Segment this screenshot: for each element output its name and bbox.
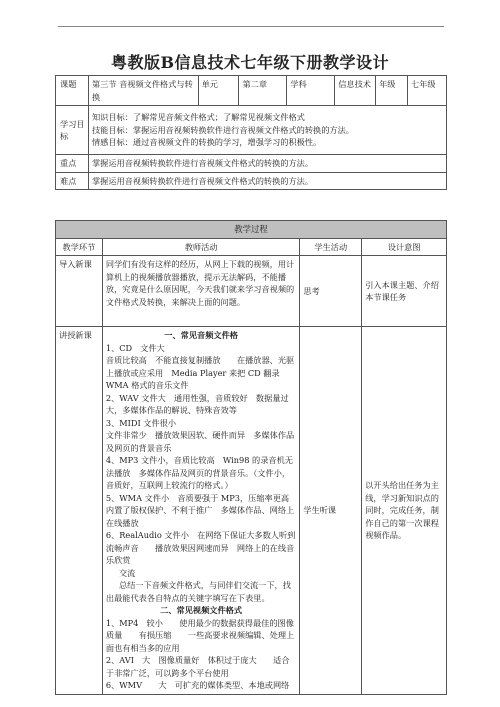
key-label: 重点 (56, 155, 89, 173)
audio-line: 1、CD 文件大 (105, 342, 165, 353)
intro-intent: 引入本课主题、介绍本节课任务 (362, 256, 447, 327)
process-header: 教学过程 (56, 221, 447, 239)
audio-line: 音质比较高 不能直接复制播放 在播放器、光驱上播放或应采用 Media Player 来把 CD 翻录 WMA 格式的音乐文件 (105, 355, 295, 390)
lecture-row (56, 327, 447, 695)
goal-content (88, 106, 446, 155)
video-section-title: 二、常见视频文件格式 (160, 605, 243, 615)
goal-emotion: 情感目标：通过音视频文件的转换的学习，增强学习的积极性。 (91, 137, 322, 148)
col-stage: 教学环节 (56, 238, 103, 256)
lecture-intent: 以开头给出任务为主线，学习新知识点的同时，完成任务，制作自己的第一次课程视频作品。 (362, 327, 447, 695)
goal-knowledge: 知识目标：了解常见音频文件格式；了解常见视频文件格式 (91, 112, 305, 123)
lecture-student: 学生听课 (300, 327, 362, 695)
course-info-table (55, 75, 447, 190)
difficulty-value: 掌握运用音视频转换软件进行音视频文件格式的转换的方法。 (88, 172, 446, 190)
goal-row (56, 106, 447, 155)
video-line: 6、WMV 大 可扩充的媒体类型、本地或网络 (105, 680, 290, 690)
grade-label: 年级 (376, 76, 408, 106)
unit-label: 单元 (198, 76, 239, 106)
goal-skill: 技能目标：掌握运用音视频转换软件进行音视频文件格式的转换的方法。 (91, 124, 354, 135)
audio-line: 6、RealAudio 文件小 在网络下保证大多数人听到流畅声音 播放效果因网速而异 网络上的在线音乐欣赏 (105, 530, 296, 565)
exchange-label: 交流 (118, 567, 136, 578)
course-row (56, 76, 447, 106)
intro-row (56, 256, 447, 327)
column-header-row (56, 238, 447, 256)
goal-label: 学习目标 (56, 106, 89, 155)
audio-line: 3、MIDI 文件很小 (105, 417, 177, 428)
course-value: 第三节 音视频文件格式与转换 (88, 76, 198, 106)
summary-text: 总结一下音频文件格式，与同伴们交流一下，找出最能代表各自特点的关键字填写在下表里。 (105, 580, 291, 603)
course-label: 课题 (56, 76, 89, 106)
audio-line: 2、WAV 文件大 通用性强，音质较好 数据量过大，多媒体作品的解说、特殊音效等 (105, 392, 289, 415)
col-student: 学生活动 (300, 238, 362, 256)
teaching-process-table (55, 220, 447, 695)
key-value: 掌握运用音视频转换软件进行音视频文件格式的转换的方法。 (88, 155, 446, 173)
lecture-teacher (102, 327, 299, 695)
audio-section-title: 一、常见音频文件格 (164, 330, 238, 340)
audio-line: 文件非常少 播放效果因软、硬件而异 多媒体作品及网页的背景音乐 (105, 430, 295, 453)
col-intent: 设计意图 (362, 238, 447, 256)
video-line: 2、AVI 大 图像质量好 体积过于庞大 适合于非常广泛，可以跨多个平台使用 (105, 655, 290, 678)
intro-student: 思考 (300, 256, 362, 327)
difficulty-label: 难点 (56, 172, 89, 190)
audio-line: 5、WMA 文件小 音质要强于 MP3，压缩率更高 内置了版权保护、不利于推广 多媒体作品、网络上在线播放 (105, 492, 298, 528)
subject-value: 信息技术 (335, 76, 376, 106)
video-line: 1、MP4 较小 使用最少的数据获得最佳的图像质量 有损压缩 一些高要求视频编辑、处理上面也有相当多的应用 (105, 617, 295, 653)
page-title: 粤教版B信息技术七年级下册教学设计 (110, 53, 390, 72)
unit-value: 第二章 (239, 76, 287, 106)
difficulty-row (56, 172, 447, 190)
audio-line: 4、MP3 文件小，音质比较高 Win98 的录音机无法播放 多媒体作品及网页的背景音乐。（文件小，音质好，互联网上较流行的格式。） (105, 455, 293, 490)
intro-teacher: 同学们有没有这样的经历，从网上下载的视频，用计算机上的视频播放器播放，提示无法解码，不能播放，究竟是什么原因呢，今天我们就来学习音视频的文件格式及转换，来解决上面的问题。 (102, 256, 299, 327)
intro-stage: 导入新课 (56, 256, 103, 327)
lecture-stage: 讲授新课 (56, 327, 103, 695)
header-rule (58, 26, 444, 27)
grade-value: 七年级 (408, 76, 447, 106)
col-teacher: 教师活动 (102, 238, 299, 256)
subject-label: 学科 (287, 76, 335, 106)
key-row (56, 155, 447, 173)
